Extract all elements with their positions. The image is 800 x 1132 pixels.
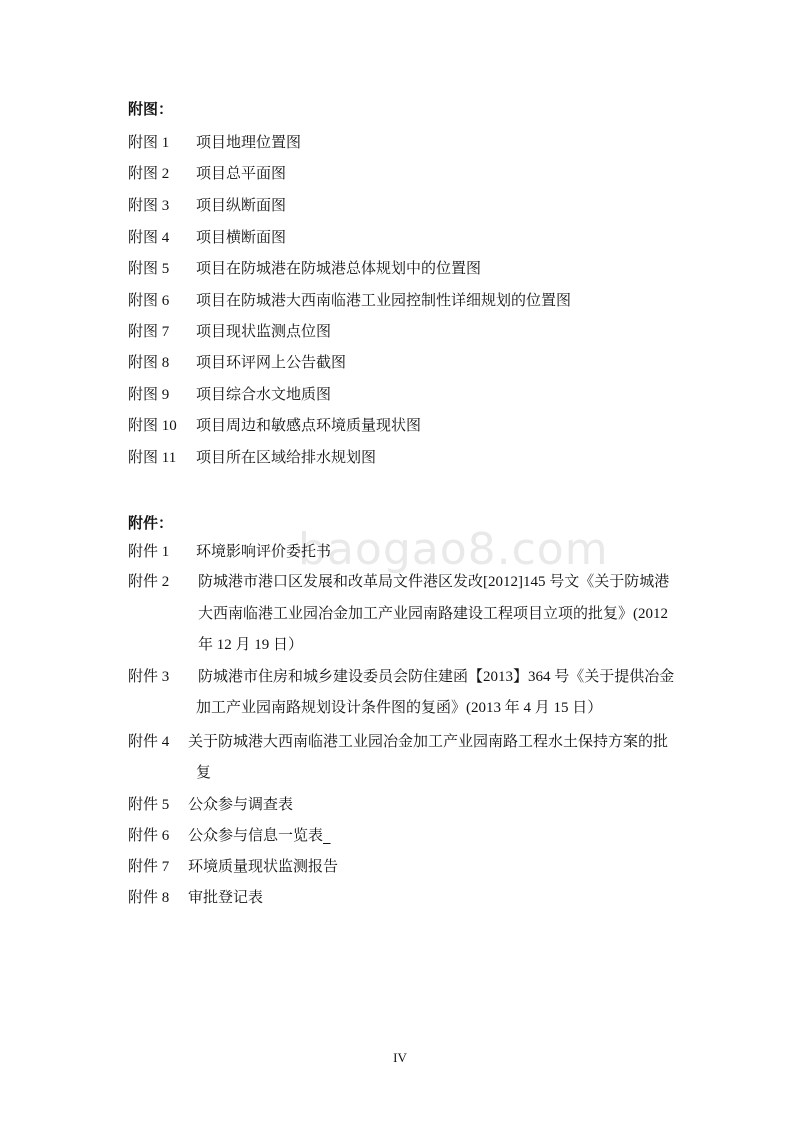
figure-number: 附图 9 — [128, 387, 170, 403]
figure-number: 附图 5 — [128, 261, 170, 277]
attachment-number: 附件 5 — [128, 797, 170, 813]
figure-title: 项目所在区域给排水规划图 — [196, 450, 377, 466]
page-number: IV — [393, 1050, 407, 1065]
attachment-item-2 — [128, 571, 669, 593]
figure-item-11 — [128, 447, 376, 469]
figure-title: 项目周边和敏感点环境质量现状图 — [196, 418, 422, 434]
figure-item-9 — [128, 384, 331, 406]
attachment-number: 附件 6 — [128, 828, 170, 844]
attachment-number: 附件 1 — [128, 544, 170, 560]
attachment-title: 审批登记表 — [188, 890, 264, 906]
figure-number: 附图 7 — [128, 324, 170, 340]
attachments-heading: 附件： — [128, 516, 174, 532]
figure-number: 附图 4 — [128, 230, 170, 246]
figure-item-3 — [128, 195, 286, 217]
attachment-item-5 — [128, 794, 293, 816]
figure-item-1 — [128, 132, 301, 154]
attachment-number: 附件 2 — [128, 574, 170, 590]
figure-title: 项目环评网上公告截图 — [196, 355, 347, 371]
figure-number: 附图 3 — [128, 198, 170, 214]
attachment-title-line-3: 年 12 月 19 日） — [198, 637, 304, 653]
watermark: baogao8.com — [298, 524, 609, 575]
attachment-number: 附件 8 — [128, 890, 170, 906]
figure-number: 附图 2 — [128, 166, 170, 182]
attachment-title: 环境质量现状监测报告 — [188, 859, 339, 875]
figure-title: 项目综合水文地质图 — [196, 387, 332, 403]
figure-number: 附图 1 — [128, 135, 170, 151]
figure-number: 附图 6 — [128, 293, 170, 309]
figure-item-5 — [128, 258, 481, 280]
attachment-title: 公众参与信息一览表 — [188, 828, 324, 844]
figure-item-6 — [128, 290, 571, 312]
attachment-number: 附件 4 — [128, 734, 170, 750]
figure-number: 附图 8 — [128, 355, 170, 371]
figure-title: 项目纵断面图 — [196, 198, 287, 214]
figure-item-2 — [128, 163, 286, 185]
attachment-number: 附件 7 — [128, 859, 170, 875]
figure-number: 附图 10 — [128, 418, 177, 434]
figure-title: 项目总平面图 — [196, 166, 287, 182]
attachment-item-1 — [128, 541, 331, 563]
attachment-title-line-1: 防城港市港口区发展和改革局文件港区发改[2012]145 号文《关于防城港 — [198, 574, 670, 590]
attachment-item-7 — [128, 856, 338, 878]
attachment-title-line-2: 大西南临港工业园冶金加工产业园南路建设工程项目立项的批复》(2012 — [198, 606, 668, 622]
figure-item-7 — [128, 321, 331, 343]
attachment-item-6 — [128, 825, 331, 847]
figure-title: 项目在防城港大西南临港工业园控制性详细规划的位置图 — [196, 293, 572, 309]
figure-number: 附图 11 — [128, 450, 177, 466]
figure-title: 项目地理位置图 — [196, 135, 302, 151]
attachment-title-line-2: 加工产业园南路规划设计条件图的复函》(2013 年 4 月 15 日） — [196, 700, 603, 716]
figure-title: 项目现状监测点位图 — [196, 324, 332, 340]
attachment-title: 环境影响评价委托书 — [196, 544, 332, 560]
figure-item-4 — [128, 227, 286, 249]
figure-item-10 — [128, 415, 421, 437]
attachment-item-4 — [128, 731, 668, 753]
attachment-title-line-1: 防城港市住房和城乡建设委员会防住建函【2013】364 号《关于提供冶金 — [198, 669, 675, 685]
attachment-title-line-2: 复 — [196, 765, 212, 781]
figures-heading: 附图： — [128, 102, 174, 118]
attachment-number: 附件 3 — [128, 669, 170, 685]
figure-title: 项目横断面图 — [196, 230, 287, 246]
figure-title: 项目在防城港在防城港总体规划中的位置图 — [196, 261, 482, 277]
attachment-title: 公众参与调查表 — [188, 797, 294, 813]
attachment-item-3 — [128, 666, 674, 688]
attachment-title-line-1: 关于防城港大西南临港工业园冶金加工产业园南路工程水土保持方案的批 — [188, 734, 669, 750]
attachment-item-8 — [128, 887, 263, 909]
figure-item-8 — [128, 352, 346, 374]
